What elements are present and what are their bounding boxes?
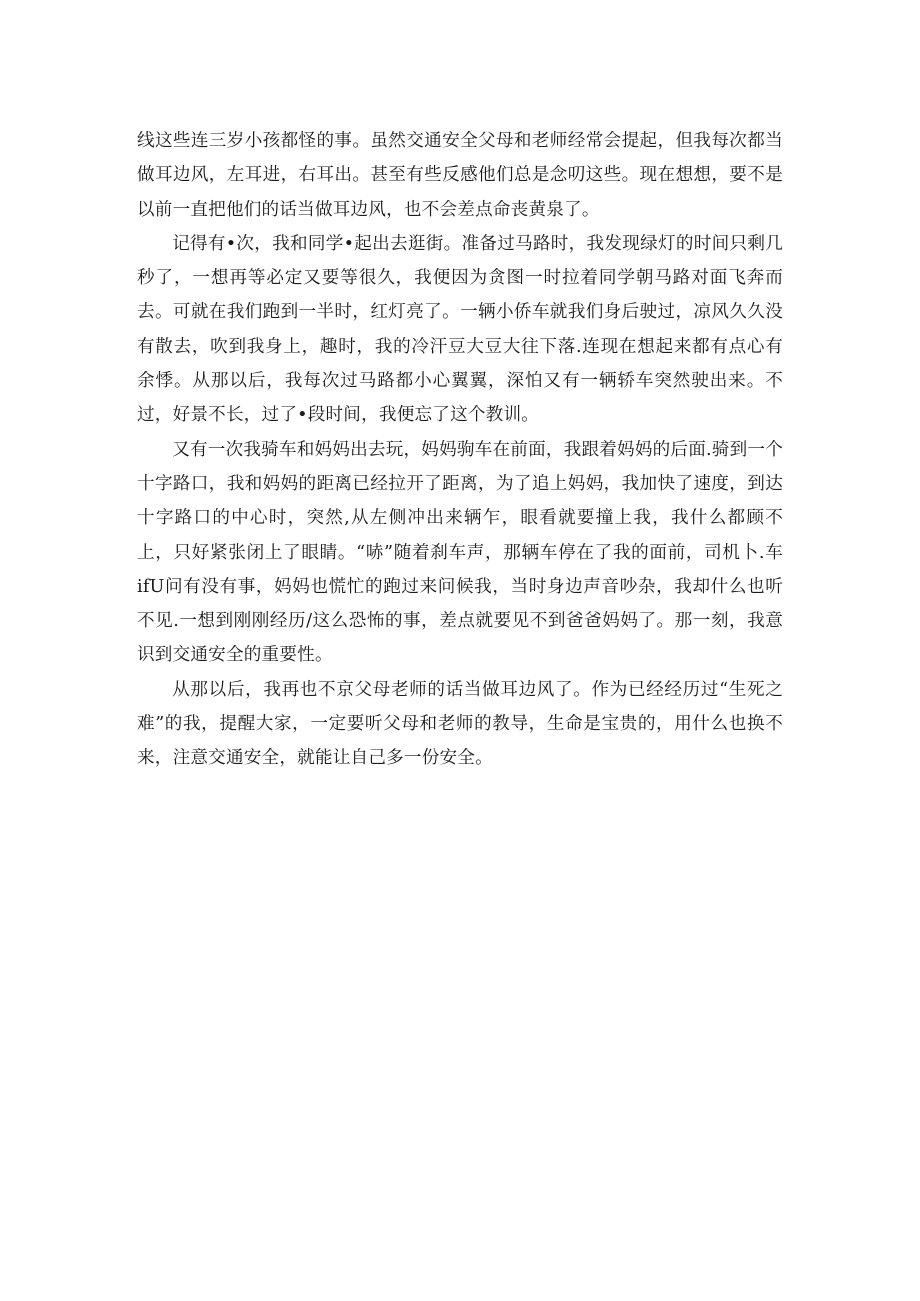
paragraph-2: 记得有•次，我和同学•起出去逛街。准备过马路时，我发现绿灯的时间只剩几秒了，一想再等必定又要等很久，我便因为贪图一时拉着同学朝马路对面飞奔而去。可就在我们跑到一半时，红灯亮了。一辆小侨车就我们身后驶过，凉风久久没有散去，吹到我身上，趣时，我的冷汗豆大豆大往下落.连现在想起来都有点心有余悸。从那以后，我每次过马路都小心翼翼，深怕又有一辆轿车突然驶出来。不过，好景不长，过了•段时间，我便忘了这个教训。 bbox=[137, 233, 783, 426]
essay-body bbox=[137, 124, 783, 776]
paragraph-3: 又有一次我骑车和妈妈出去玩，妈妈驹车在前面，我跟着妈妈的后面.骑到一个十字路口，我和妈妈的距离已经拉开了距离，为了追上妈妈，我加快了速度，到达十字路口的中心时，突然,从左侧冲出来辆乍，眼看就要撞上我，我什么都顾不上，只好紧张闭上了眼睛。“哧”随着刹车声，那辆车停在了我的面前，司机卜.车ifU问有没有事，妈妈也慌忙的跑过来问候我，当时身边声音吵杂，我却什么也听不见.一想到刚刚经历/这么恐怖的事，差点就要见不到爸爸妈妈了。那一刻，我意识到交通安全的重要性。 bbox=[137, 439, 783, 666]
paragraph-1: 线这些连三岁小孩都怪的事。虽然交通安全父母和老师经常会提起，但我每次都当做耳边风，左耳进，右耳出。甚至有些反感他们总是念叨这些。现在想想，要不是以前一直把他们的话当做耳边风，也不会差点命丧黄泉了。 bbox=[137, 131, 783, 220]
paragraph-4: 从那以后，我再也不京父母老师的话当做耳边风了。作为已经经历过“生死之难”的我，提醒大家，一定要听父母和老师的教导，生命是宝贵的，用什么也换不来，注意交通安全，就能让自己多一份安全。 bbox=[137, 679, 783, 769]
